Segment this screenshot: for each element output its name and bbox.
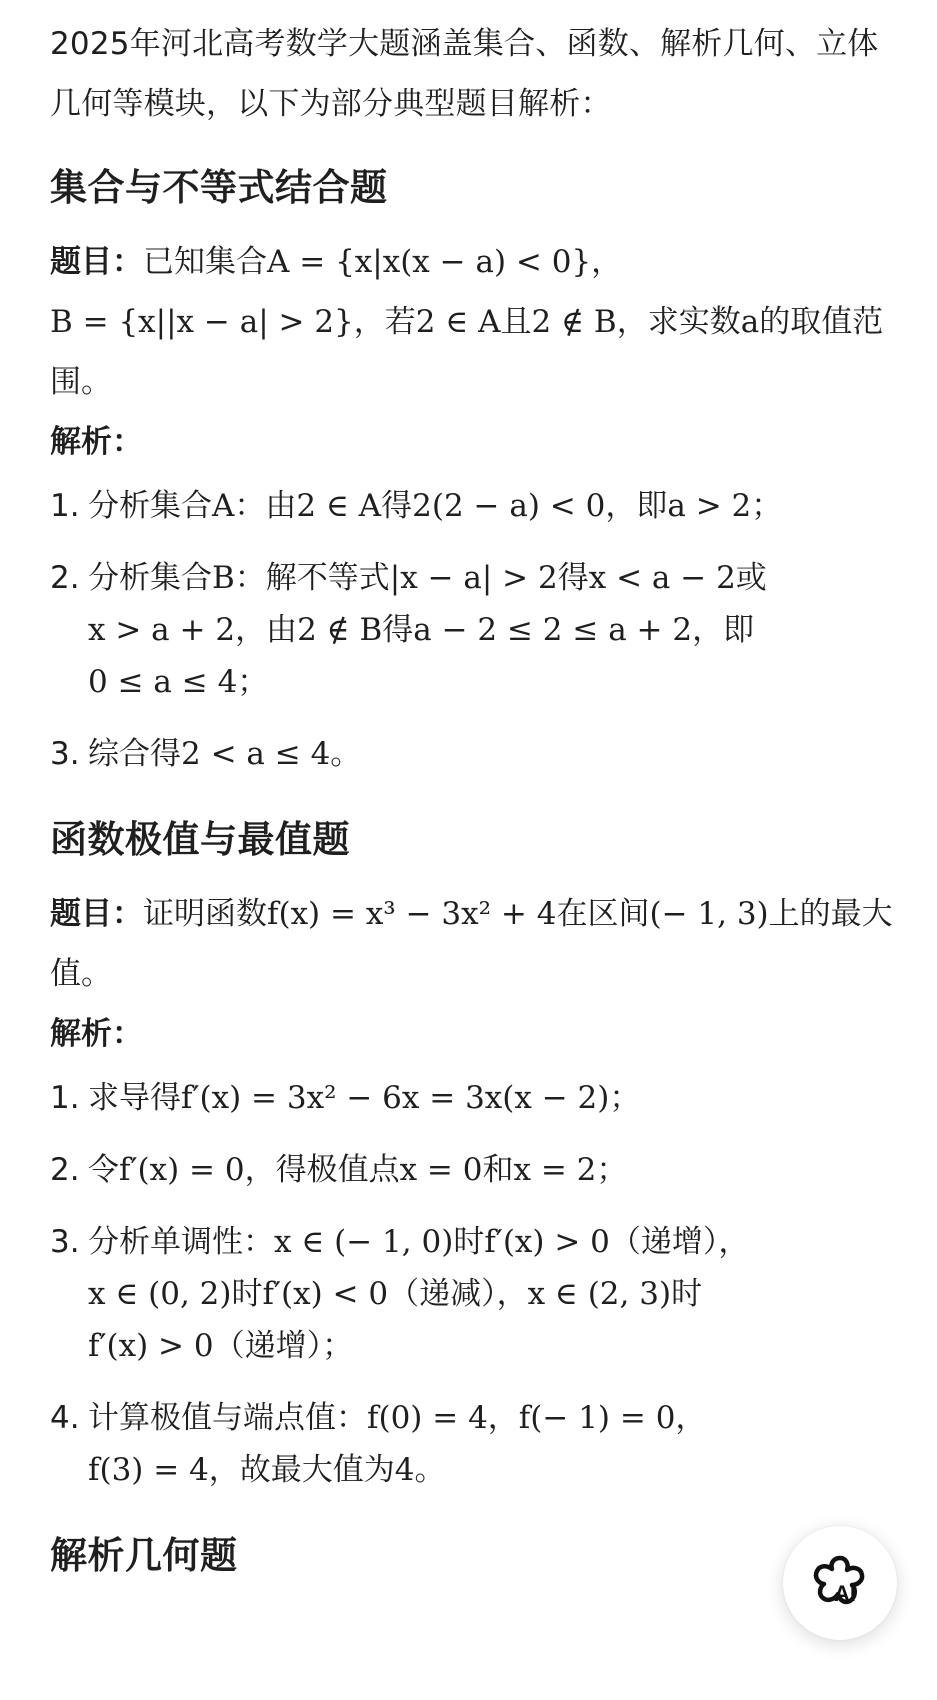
math-expression: f′(x) > 0 (88, 1328, 214, 1364)
text: 分析集合 (88, 560, 212, 596)
text: ，即 (605, 488, 668, 524)
text: 的取值范围。 (50, 304, 884, 400)
math-expression: (− 1, 3) (649, 896, 769, 932)
math-expression: f′(x) < 0 (262, 1276, 389, 1312)
text: 时 (453, 1224, 485, 1260)
math-expression: 0 ≤ a ≤ 4 (88, 664, 238, 700)
text: ， (591, 244, 623, 280)
math-expression: f(0) = 4 (367, 1400, 488, 1436)
text: （递增）， (609, 1224, 750, 1260)
math-expression: A = {x|x(x − a) < 0} (267, 244, 592, 280)
analysis-label: 解析： (50, 424, 143, 460)
math-expression: x = 2 (513, 1152, 597, 1188)
text: 上的最大值。 (50, 896, 893, 992)
text: 。 (414, 1452, 446, 1488)
math-expression: f(x) = x³ − 3x² + 4 (267, 896, 557, 932)
math-expression: f(3) = 4 (88, 1452, 209, 1488)
section-title: 解析几何题 (50, 1534, 238, 1577)
intro-text: 2025年河北高考数学大题涵盖集合、函数、解析几何、立体几何等模块，以下为部分典型题目解析： (50, 26, 879, 122)
analysis-label-row (50, 412, 897, 472)
text: 令 (88, 1152, 119, 1188)
step-number: 4. (50, 1400, 80, 1436)
math-expression: f′(x) = 0 (119, 1152, 245, 1188)
list-item (50, 552, 897, 708)
math-expression: A (212, 488, 235, 524)
text: （递减）， (388, 1276, 528, 1312)
question-text (50, 884, 897, 1004)
section-function-extrema (50, 814, 897, 1496)
text: 得 (381, 488, 413, 524)
steps-list (50, 1072, 897, 1496)
list-item (50, 1216, 897, 1372)
math-expression: x ∈ (2, 3) (527, 1276, 672, 1312)
text: ：解不等式 (234, 560, 390, 596)
ai-assistant-button[interactable] (783, 1526, 897, 1640)
text: 证明函数 (143, 896, 267, 932)
math-expression: B (212, 560, 235, 596)
math-expression: a > 2 (667, 488, 752, 524)
text: 已知集合 (143, 244, 267, 280)
step-number: 1. (50, 1080, 80, 1116)
math-expression: x ∈ (− 1, 0) (274, 1224, 454, 1260)
text: 时 (671, 1276, 703, 1312)
text: ， (487, 1400, 519, 1436)
text: 在区间 (556, 896, 650, 932)
text: 或 (735, 560, 767, 596)
ai-label: AI (834, 1581, 856, 1606)
section-title: 函数极值与最值题 (50, 818, 350, 861)
question-label: 题目： (50, 244, 143, 280)
text: ，得极值点 (244, 1152, 400, 1188)
math-expression: B = {x||x − a| > 2} (50, 304, 354, 340)
text: （递增）； (213, 1328, 354, 1364)
text: 。 (330, 736, 362, 772)
analysis-label: 解析： (50, 1016, 143, 1052)
math-expression: 2(2 − a) < 0 (412, 488, 606, 524)
list-item (50, 480, 897, 532)
math-expression: 2 ∈ A (296, 488, 382, 524)
list-item (50, 1392, 897, 1496)
section-set-inequality (50, 162, 897, 780)
step-number: 1. (50, 488, 80, 524)
text: ， (675, 1400, 707, 1436)
text: ； (237, 664, 269, 700)
step-number: 2. (50, 1152, 80, 1188)
math-expression: x < a − 2 (588, 560, 736, 596)
list-item (50, 1144, 897, 1196)
step-number: 3. (50, 1224, 80, 1260)
text: ； (609, 1080, 641, 1116)
list-item (50, 728, 897, 780)
section-title: 集合与不等式结合题 (50, 166, 388, 209)
text: ，故最大值为 (208, 1452, 395, 1488)
text: ：由 (234, 488, 297, 524)
math-expression: 4 (394, 1452, 415, 1488)
math-expression: a − 2 ≤ 2 ≤ a + 2 (413, 612, 693, 648)
math-expression: f′(x) > 0 (484, 1224, 610, 1260)
math-expression: 2 ∉ B (297, 612, 383, 648)
math-expression: x > a + 2 (88, 612, 236, 648)
question-label: 题目： (50, 896, 143, 932)
math-expression: a (740, 304, 760, 340)
text: 得 (557, 560, 589, 596)
text: ，由 (235, 612, 298, 648)
text: 得 (382, 612, 414, 648)
math-expression: |x − a| > 2 (389, 560, 558, 596)
math-expression: f(− 1) = 0 (518, 1400, 676, 1436)
text: ； (596, 1152, 628, 1188)
text: ，求实数 (616, 304, 741, 340)
math-expression: x ∈ (0, 2) (88, 1276, 232, 1312)
text: 综合得 (88, 736, 181, 772)
list-item (50, 1072, 897, 1124)
math-expression: 2 ∉ B (531, 304, 617, 340)
text: ，即 (692, 612, 755, 648)
math-expression: 2 < a ≤ 4 (181, 736, 331, 772)
text: 分析单调性： (88, 1224, 274, 1260)
text: 和 (482, 1152, 514, 1188)
math-expression: f′(x) = 3x² − 6x = 3x(x − 2) (181, 1080, 610, 1116)
question-text (50, 232, 897, 412)
math-expression: x = 0 (399, 1152, 483, 1188)
text: 且 (500, 304, 532, 340)
text: 求导得 (88, 1080, 181, 1116)
step-number: 3. (50, 736, 80, 772)
math-expression: 2 ∈ A (415, 304, 501, 340)
text: 分析集合 (88, 488, 212, 524)
text: 计算极值与端点值： (88, 1400, 367, 1436)
text: 时 (231, 1276, 263, 1312)
text: ； (751, 488, 783, 524)
analysis-label-row (50, 1004, 897, 1064)
step-number: 2. (50, 560, 80, 596)
section-analytic-geometry (50, 1530, 897, 1582)
steps-list (50, 480, 897, 780)
text: ，若 (353, 304, 416, 340)
